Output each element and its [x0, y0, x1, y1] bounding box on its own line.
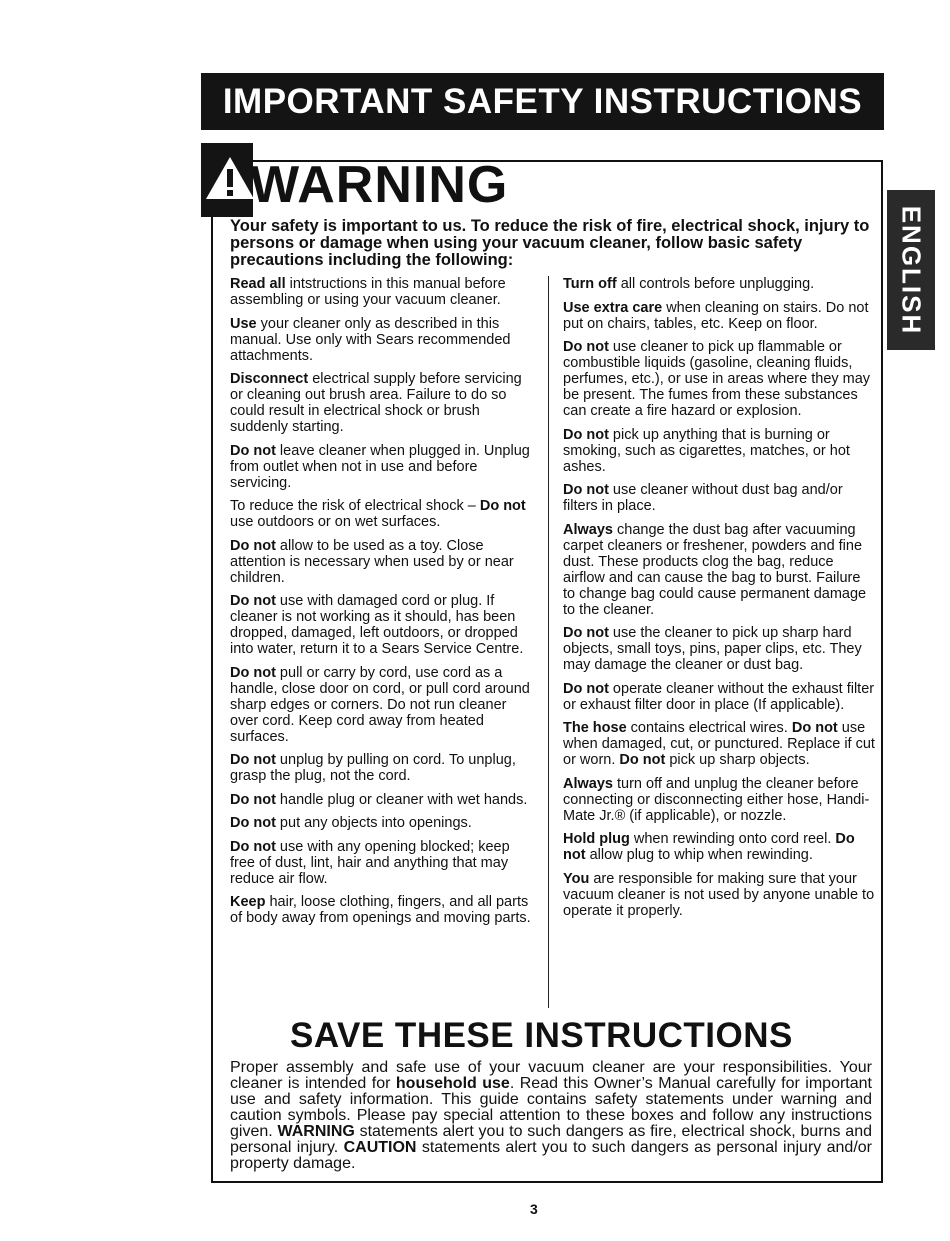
- instruction-text: when cleaning on stairs. Do not put on chairs, tables, etc. Keep on floor.: [563, 299, 869, 332]
- instruction-emphasis: Do not: [230, 664, 276, 681]
- save-instructions-heading: SAVE THESE INSTRUCTIONS: [290, 1016, 793, 1055]
- instruction-text: pull or carry by cord, use cord as a handle, close door on cord, or pull cord around sharp edges or corners. Do not run cleaner over cord. Keep cord away from heated surfaces.: [230, 664, 530, 745]
- instruction-text: allow plug to whip when rewinding.: [585, 847, 813, 863]
- instruction-text: intstructions in this manual before assembling or using your vacuum cleaner.: [230, 276, 506, 308]
- instruction-item: [230, 443, 538, 491]
- instruction-item: [230, 815, 538, 831]
- instruction-text: electrical supply before servicing or cleaning out brush area. Failure to do so could result in electrical shock or brush suddenly starting.: [230, 371, 522, 435]
- instruction-emphasis: Do not: [479, 498, 526, 514]
- instruction-item: [230, 538, 538, 586]
- instruction-item: [230, 839, 538, 887]
- instruction-text: pick up sharp objects.: [665, 752, 810, 768]
- instruction-text: turn off and unplug the cleaner before connecting or disconnecting either hose, Handi-Mate Jr.® (if applicable), or nozzle.: [563, 775, 870, 824]
- instruction-emphasis: Do not: [230, 815, 276, 831]
- instruction-item: [230, 371, 538, 435]
- instruction-text: your cleaner only as described in this manual. Use only with Sears recommended attachments.: [230, 315, 511, 364]
- instruction-text: allow to be used as a toy. Close attention is necessary when used by or near children.: [230, 537, 514, 586]
- instruction-emphasis: Do not: [230, 537, 276, 554]
- instruction-item: [563, 871, 875, 919]
- instruction-text: use cleaner to pick up flammable or combustible liquids (gasoline, cleaning fluids, perfumes, etc.), or use in areas where they may be present. The fumes from these substances can create a fire hazard or explosion.: [563, 339, 871, 419]
- instruction-emphasis: Read all: [230, 276, 286, 292]
- instruction-emphasis: Do not: [563, 339, 609, 355]
- language-tab: [887, 190, 935, 350]
- instruction-emphasis: Use: [230, 315, 257, 332]
- instruction-item: [563, 522, 875, 618]
- save-instructions-text: [230, 1060, 872, 1172]
- household-use-emphasis: household use: [395, 1075, 510, 1092]
- instruction-emphasis: Do not: [563, 625, 609, 641]
- instruction-emphasis: Always: [563, 521, 613, 538]
- page-number: 3: [530, 1201, 538, 1217]
- warning-emphasis: WARNING: [277, 1123, 355, 1140]
- save-text-part-4: statements alert you to such dangers as personal injury and/or property damage.: [230, 1139, 872, 1172]
- instruction-item: [563, 482, 875, 514]
- instruction-text: use with damaged cord or plug. If cleaner is not working as it should, has been dropped, damaged, left outdoors, or dropped into water, return it to a Sears Service Centre.: [230, 593, 524, 657]
- page-title: IMPORTANT SAFETY INSTRUCTIONS: [201, 73, 884, 130]
- instruction-emphasis: You: [563, 870, 590, 887]
- instruction-item: [230, 276, 538, 308]
- instruction-text: handle plug or cleaner with wet hands.: [275, 791, 528, 808]
- instruction-item: [230, 665, 538, 745]
- instruction-emphasis: Do not: [230, 791, 276, 808]
- instruction-emphasis: Do not: [791, 720, 838, 736]
- instruction-emphasis: Keep: [230, 894, 266, 910]
- instruction-emphasis: Always: [563, 775, 613, 792]
- instruction-emphasis: The hose: [563, 720, 627, 736]
- instruction-text: are responsible for making sure that your vacuum cleaner is not used by anyone unable to operate it properly.: [563, 870, 875, 919]
- instruction-emphasis: Do not: [563, 680, 609, 697]
- warning-triangle-icon: [204, 155, 256, 201]
- instruction-item: [563, 831, 875, 863]
- warning-heading: WARNING: [250, 156, 509, 214]
- instruction-text: use outdoors or on wet surfaces.: [230, 514, 441, 530]
- instruction-emphasis: Do not: [230, 593, 276, 609]
- instruction-item: [563, 625, 875, 673]
- instruction-item: [230, 894, 538, 926]
- right-instructions-column: [563, 276, 875, 926]
- instruction-item: [230, 316, 538, 364]
- instruction-text: contains electrical wires.: [626, 720, 792, 736]
- instruction-text: use the cleaner to pick up sharp hard objects, small toys, pins, paper clips, etc. They may damage the cleaner or dust bag.: [563, 625, 862, 673]
- instruction-item: [230, 593, 538, 657]
- instruction-emphasis: Do not: [230, 838, 276, 855]
- instruction-text: leave cleaner when plugged in. Unplug from outlet when not in use and before servicing.: [230, 442, 530, 491]
- instruction-text: hair, loose clothing, fingers, and all parts of body away from openings and moving parts.: [230, 894, 531, 926]
- instruction-text: use cleaner without dust bag and/or filters in place.: [563, 482, 843, 514]
- language-tab-label: ENGLISH: [896, 205, 927, 335]
- instruction-text: all controls before unplugging.: [616, 276, 815, 292]
- instruction-text: change the dust bag after vacuuming carpet cleaners or freshener, powders and fine dust. These products clog the bag, reduce airflow and can cause the bag to burst. Failure to change bag could cause permanent damage to the cleaner.: [563, 521, 867, 618]
- instruction-emphasis: Turn off: [563, 276, 617, 292]
- instruction-item: [563, 427, 875, 475]
- instruction-emphasis: Do not: [230, 752, 276, 768]
- instruction-item: [230, 752, 538, 784]
- instruction-emphasis: Do not: [230, 442, 276, 459]
- instruction-text: operate cleaner without the exhaust filter or exhaust filter door in place (If applicable).: [563, 680, 875, 713]
- save-text-part-2: . Read this Owner’s Manual carefully for important use and safety information. This guide contains safety statements under warning and caution symbols. Please pay special attention to these boxes and follow any instructions given.: [230, 1075, 872, 1140]
- instruction-item: [230, 792, 538, 808]
- save-text-part-1: Proper assembly and safe use of your vacuum cleaner are your responsibilities. Your cleaner is intended for: [230, 1059, 872, 1092]
- instruction-emphasis: Hold plug: [563, 831, 630, 847]
- instruction-text: when rewinding onto cord reel.: [629, 831, 836, 847]
- left-instructions-column: [230, 276, 538, 934]
- column-divider: [548, 276, 549, 1008]
- instruction-item: [230, 498, 538, 530]
- instruction-text: use with any opening blocked; keep free of dust, lint, hair and anything that may reduce air flow.: [230, 838, 510, 887]
- instruction-emphasis: Do not: [563, 426, 609, 443]
- instruction-text: To reduce the risk of electrical shock –: [230, 498, 480, 514]
- instruction-emphasis: Disconnect: [230, 371, 309, 387]
- caution-emphasis: CAUTION: [343, 1139, 417, 1156]
- warning-intro: Your safety is important to us. To reduce the risk of fire, electrical shock, injury to persons or damage when using your vacuum cleaner, follow basic safety precautions including the following:: [230, 217, 870, 269]
- save-text-part-3: statements alert you to such dangers as fire, electrical shock, burns and personal injury.: [230, 1123, 872, 1156]
- instruction-item: [563, 276, 875, 292]
- instruction-emphasis: Use extra care: [563, 299, 663, 316]
- instruction-text: pick up anything that is burning or smoking, such as cigarettes, matches, or hot ashes.: [563, 426, 850, 475]
- instruction-item: [563, 300, 875, 332]
- instruction-emphasis: Do not: [563, 831, 855, 863]
- instruction-item: [563, 339, 875, 419]
- instruction-text: unplug by pulling on cord. To unplug, grasp the plug, not the cord.: [230, 752, 516, 784]
- instruction-item: [563, 776, 875, 824]
- instruction-text: use when damaged, cut, or punctured. Replace if cut or worn.: [563, 720, 875, 768]
- instruction-item: [563, 681, 875, 713]
- instruction-item: [563, 720, 875, 768]
- instruction-text: put any objects into openings.: [275, 815, 472, 831]
- instruction-emphasis: Do not: [619, 752, 666, 768]
- instruction-emphasis: Do not: [563, 482, 609, 498]
